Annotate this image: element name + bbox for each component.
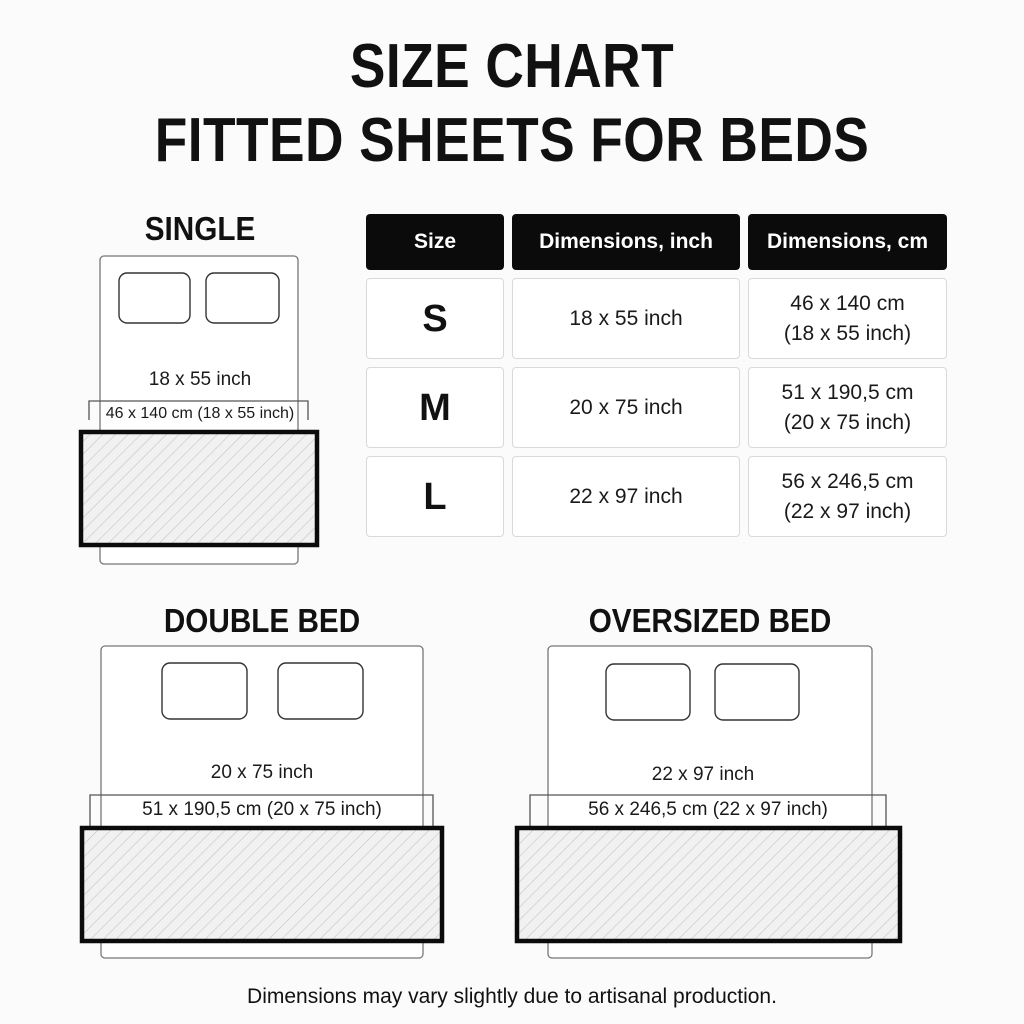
oversized-bed-title: OVERSIZED BED	[588, 602, 832, 639]
oversized-bed-diagram	[514, 645, 904, 961]
page-title: SIZE CHART	[349, 32, 675, 101]
cm-inch-value: (18 x 55 inch)	[783, 321, 912, 345]
cm-cell	[748, 278, 947, 359]
sheet-icon	[82, 828, 442, 941]
sheet-icon	[81, 432, 317, 545]
cm-value: 46 x 140 cm	[790, 291, 905, 315]
table-header-size: Size	[366, 214, 504, 270]
size-cell: S	[366, 278, 504, 359]
table-row	[366, 278, 947, 359]
cm-value: 56 x 246,5 cm	[781, 469, 914, 493]
size-cell: L	[366, 456, 504, 537]
pillow-icon	[278, 663, 363, 719]
oversized-inch-label: 22 x 97 inch	[651, 764, 755, 785]
double-cm-label: 51 x 190,5 cm (20 x 75 inch)	[142, 799, 382, 820]
table-header-cm: Dimensions, cm	[748, 214, 947, 270]
pillow-icon	[606, 664, 690, 720]
double-bed-diagram	[79, 645, 445, 961]
footnote: Dimensions may vary slightly due to artisanal production.	[247, 985, 777, 1008]
inch-cell: 20 x 75 inch	[512, 367, 740, 448]
oversized-cm-label: 56 x 246,5 cm (22 x 97 inch)	[588, 799, 828, 820]
cm-inch-value: (22 x 97 inch)	[783, 499, 912, 523]
pillow-icon	[119, 273, 190, 323]
inch-cell: 22 x 97 inch	[512, 456, 740, 537]
cm-value: 51 x 190,5 cm	[781, 380, 914, 404]
pillow-icon	[715, 664, 799, 720]
cm-inch-value: (20 x 75 inch)	[783, 410, 912, 434]
page-subtitle: FITTED SHEETS FOR BEDS	[154, 106, 870, 175]
inch-cell: 18 x 55 inch	[512, 278, 740, 359]
size-table	[358, 206, 955, 545]
single-cm-label: 46 x 140 cm (18 x 55 inch)	[105, 405, 295, 422]
double-inch-label: 20 x 75 inch	[210, 762, 314, 783]
size-cell: M	[366, 367, 504, 448]
sheet-icon	[517, 828, 900, 941]
double-bed-title: DOUBLE BED	[163, 602, 361, 639]
pillow-icon	[206, 273, 279, 323]
table-row	[366, 367, 947, 448]
single-bed-title: SINGLE	[144, 210, 256, 247]
single-inch-label: 18 x 55 inch	[148, 369, 252, 390]
table-header-inch: Dimensions, inch	[512, 214, 740, 270]
table-row	[366, 456, 947, 537]
pillow-icon	[162, 663, 247, 719]
cm-cell	[748, 456, 947, 537]
single-bed-diagram	[78, 255, 322, 567]
cm-cell	[748, 367, 947, 448]
